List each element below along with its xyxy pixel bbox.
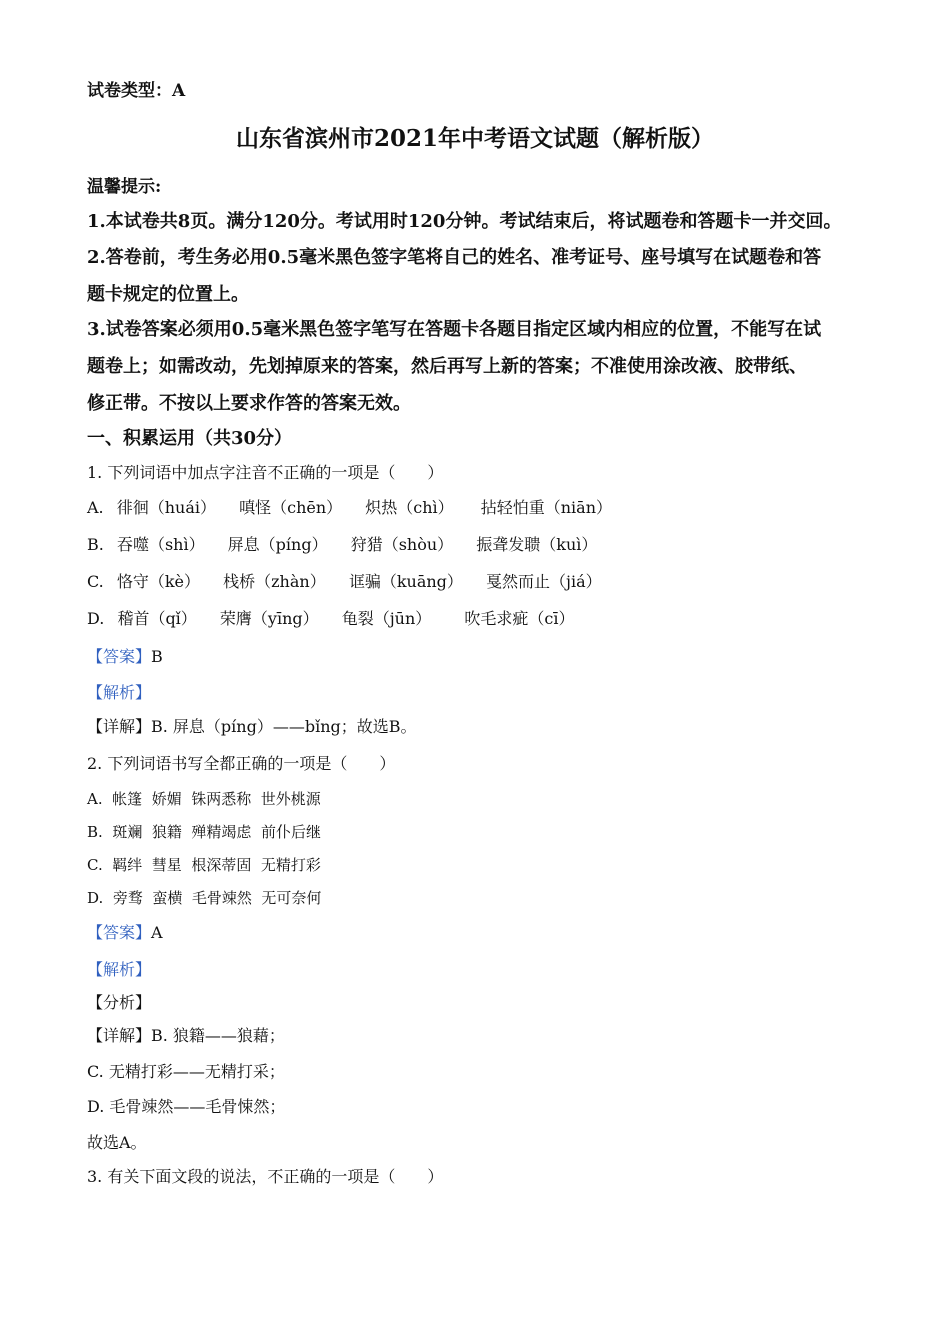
answer-value: A bbox=[151, 923, 163, 942]
notice-line-2a: 2.答卷前，考生务必用0.5毫米黑色签字笔将自己的姓名、准考证号、座号填写在试题卷和答 bbox=[87, 247, 822, 268]
option-item: 屏息（píng） bbox=[227, 535, 328, 554]
notice-line-3a: 3.试卷答案必须用0.5毫米黑色签字笔写在答题卡各题目指定区域内相应的位置，不能写在试 bbox=[87, 319, 822, 340]
q2-fenxi: 【分析】 bbox=[87, 993, 152, 1012]
option-text: 斑斓 狼籍 殚精竭虑 前仆后继 bbox=[112, 823, 321, 841]
q2-option-b bbox=[87, 825, 321, 840]
notice-line-3b: 题卷上；如需改动，先划掉原来的答案，然后再写上新的答案；不准使用涂改液、胶带纸、 bbox=[87, 356, 807, 377]
option-item: 恪守（kè） bbox=[116, 572, 201, 591]
q1-analysis-tag: 【解析】 bbox=[87, 683, 152, 702]
q2-analysis-tag: 【解析】 bbox=[87, 960, 152, 979]
q2-detail-4: 故选A。 bbox=[87, 1133, 147, 1152]
answer-tag: 【答案】 bbox=[87, 647, 152, 666]
q2-detail-2: C. 无精打彩——无精打采； bbox=[87, 1062, 285, 1081]
answer-value: B bbox=[151, 647, 163, 666]
option-label: C. bbox=[87, 856, 103, 874]
option-text: 旁骛 蛮横 毛骨竦然 无可奈何 bbox=[112, 889, 322, 907]
q2-detail-3: D. 毛骨竦然——毛骨悚然； bbox=[87, 1097, 286, 1116]
option-item: 振聋发聩（kuì） bbox=[476, 535, 598, 554]
option-item: 吞噬（shì） bbox=[116, 535, 205, 554]
q2-detail-1: 【详解】B. 狼籍——狼藉； bbox=[87, 1026, 285, 1045]
option-item: 戛然而止（jiá） bbox=[486, 572, 602, 591]
q1-stem: 1. 下列词语中加点字注音不正确的一项是（ ） bbox=[87, 463, 444, 482]
exam-type: 试卷类型：A bbox=[87, 81, 186, 101]
q1-option-d bbox=[87, 611, 574, 627]
page-title: 山东省滨州市2021年中考语文试题（解析版） bbox=[235, 125, 714, 152]
answer-tag: 【答案】 bbox=[87, 923, 152, 942]
option-text: 羁绊 彗星 根深蒂固 无精打彩 bbox=[112, 856, 321, 874]
notice-heading: 温馨提示: bbox=[87, 177, 162, 197]
option-label: A. bbox=[87, 790, 103, 808]
option-item: 炽热（chì） bbox=[365, 498, 454, 517]
q1-option-c bbox=[87, 574, 602, 590]
option-item: 栈桥（zhàn） bbox=[223, 572, 326, 591]
q2-stem: 2. 下列词语书写全都正确的一项是（ ） bbox=[87, 754, 396, 773]
option-label: D. bbox=[87, 889, 104, 907]
q1-answer bbox=[87, 649, 163, 665]
option-label: B. bbox=[87, 823, 103, 841]
notice-line-2b: 题卡规定的位置上。 bbox=[87, 284, 249, 305]
option-label: A. bbox=[87, 498, 104, 517]
q1-option-b bbox=[87, 537, 597, 553]
section-heading: 一、积累运用（共30分） bbox=[87, 428, 293, 449]
q1-option-a bbox=[87, 500, 612, 516]
q2-option-a bbox=[87, 792, 321, 807]
q2-option-d bbox=[87, 891, 321, 906]
option-item: 嗔怪（chēn） bbox=[239, 498, 343, 517]
q2-option-c bbox=[87, 858, 321, 873]
q1-detail: 【详解】B. 屏息（píng）——bǐng；故选B。 bbox=[87, 717, 417, 736]
option-item: 吹毛求疵（cī） bbox=[464, 609, 575, 628]
option-label: C. bbox=[87, 572, 104, 591]
option-item: 稽首（qǐ） bbox=[117, 609, 197, 628]
option-item: 荣膺（yīng） bbox=[219, 609, 319, 628]
q2-answer bbox=[87, 925, 163, 941]
option-item: 徘徊（huái） bbox=[116, 498, 217, 517]
option-text: 帐篷 娇媚 铢两悉称 世外桃源 bbox=[112, 790, 321, 808]
option-item: 狩猎（shòu） bbox=[350, 535, 454, 554]
notice-line-1: 1.本试卷共8页。满分120分。考试用时120分钟。考试结束后，将试题卷和答题卡一并交回。 bbox=[87, 211, 842, 232]
option-label: D. bbox=[87, 609, 105, 628]
q3-stem: 3. 有关下面文段的说法，不正确的一项是（ ） bbox=[87, 1167, 444, 1186]
notice-line-3c: 修正带。不按以上要求作答的答案无效。 bbox=[87, 393, 411, 414]
option-item: 诓骗（kuāng） bbox=[348, 572, 463, 591]
option-item: 龟裂（jūn） bbox=[341, 609, 432, 628]
option-item: 拈轻怕重（niān） bbox=[480, 498, 613, 517]
option-label: B. bbox=[87, 535, 104, 554]
